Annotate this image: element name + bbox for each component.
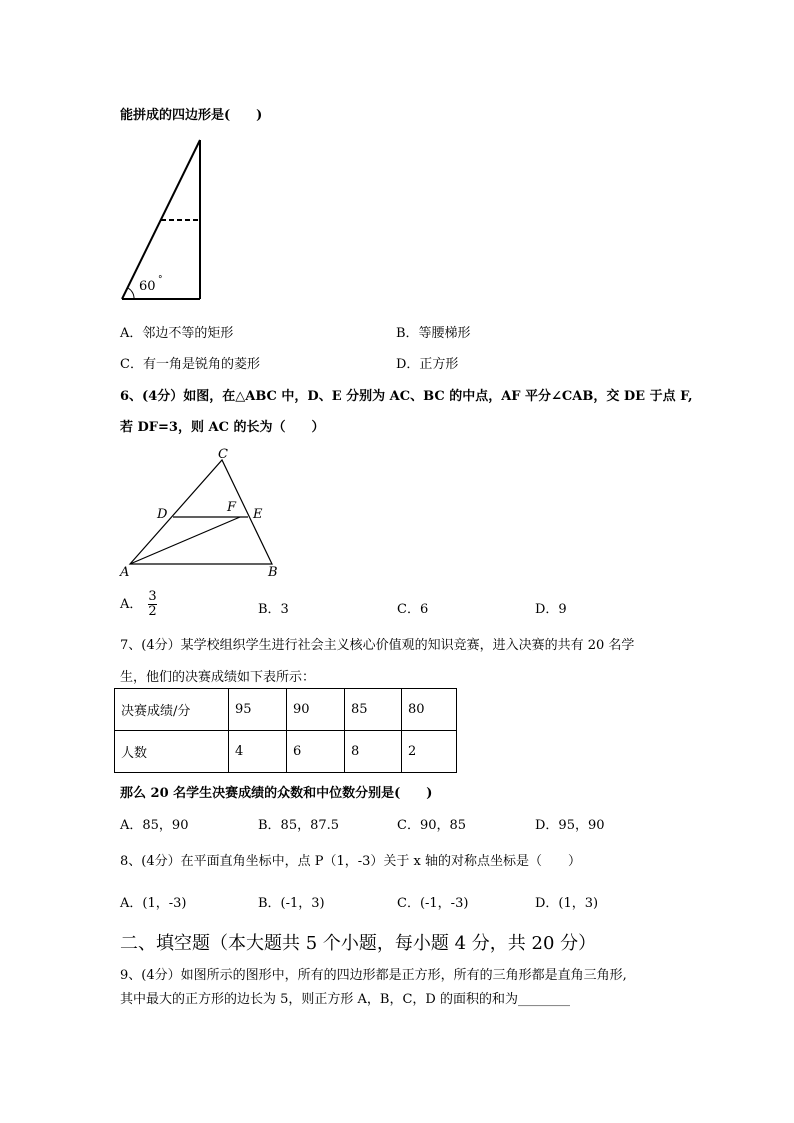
q6-label-b: B [268, 565, 278, 580]
q6-stem-line1: 6、(4分）如图，在△ABC 中，D、E 分别为 AC、BC 的中点，AF 平分∠CAB，交 DE 于点 F, [120, 389, 693, 404]
q7-score-table [114, 688, 457, 773]
q7-option-b: B．85，87.5 [258, 818, 340, 833]
q5-option-c: C．有一角是锐角的菱形 [120, 357, 260, 372]
q6-option-c: C．6 [397, 602, 429, 617]
q6-segment-af [130, 517, 240, 564]
table-row [115, 689, 457, 731]
q6-option-d: D．9 [535, 602, 567, 617]
table-cell: 6 [287, 731, 345, 773]
q7-stem-line1: 7、(4分）某学校组织学生进行社会主义核心价值观的知识竞赛，进入决赛的共有 20 名学 [120, 638, 635, 653]
q6-option-a [120, 590, 157, 619]
q7-question: 那么 20 名学生决赛成绩的众数和中位数分别是( ) [120, 786, 433, 801]
table-cell: 2 [402, 731, 457, 773]
q5-angle-arc [128, 288, 134, 299]
table-cell: 85 [345, 689, 402, 731]
table-cell: 80 [402, 689, 457, 731]
q5-option-d: D．正方形 [396, 357, 459, 372]
table-cell: 人数 [115, 731, 229, 773]
table-cell: 90 [287, 689, 345, 731]
q5-option-a: A．邻边不等的矩形 [120, 326, 234, 341]
table-row [115, 731, 457, 773]
q6-label-c: C [218, 447, 228, 462]
q8-stem: 8、(4分）在平面直角坐标中，点 P（1，-3）关于 x 轴的对称点坐标是（ ） [120, 854, 582, 869]
q8-option-c: C．(-1，-3) [397, 896, 469, 911]
q6-fraction-numerator: 3 [148, 589, 157, 604]
q6-option-b: B．3 [258, 602, 289, 617]
q5-degree-symbol: ° [158, 275, 163, 285]
q6-triangle-abc [130, 460, 272, 564]
q6-option-a-fraction [148, 590, 156, 619]
q8-option-d: D．(1，3) [535, 896, 599, 911]
q9-stem-line2: 其中最大的正方形的边长为 5，则正方形 A，B，C，D 的面积的和为________ [120, 992, 570, 1007]
table-cell: 决赛成绩/分 [115, 689, 229, 731]
q5-stem: 能拼成的四边形是( ) [120, 108, 263, 123]
table-cell: 95 [229, 689, 287, 731]
table-cell: 4 [229, 731, 287, 773]
q6-label-f: F [227, 500, 237, 515]
q7-option-a: A．85，90 [120, 818, 189, 833]
section-title-fill-in: 二、填空题（本大题共 5 个小题，每小题 4 分，共 20 分） [120, 933, 597, 954]
q8-option-a: A．(1，-3) [120, 896, 187, 911]
q6-option-a-prefix: A． [120, 597, 143, 612]
q6-stem-line2: 若 DF=3，则 AC 的长为（ ） [120, 420, 325, 435]
q5-angle-label: 60 [139, 279, 156, 294]
q9-stem-line1: 9、(4分）如图所示的图形中，所有的四边形都是正方形，所有的三角形都是直角三角形, [120, 968, 627, 983]
q6-label-e: E [253, 507, 263, 522]
table-cell: 8 [345, 731, 402, 773]
q7-option-d: D．95，90 [535, 818, 605, 833]
q5-triangle-figure [114, 132, 214, 307]
q5-option-b: B．等腰梯形 [396, 326, 471, 341]
q7-option-c: C．90，85 [397, 818, 467, 833]
q8-option-b: B．(-1，3) [258, 896, 325, 911]
q6-triangle-figure [114, 444, 284, 580]
q6-label-a: A [120, 565, 130, 580]
q6-fraction-denominator: 2 [148, 604, 157, 619]
q6-label-d: D [157, 507, 168, 522]
q7-stem-line2: 生，他们的决赛成绩如下表所示： [120, 670, 316, 685]
